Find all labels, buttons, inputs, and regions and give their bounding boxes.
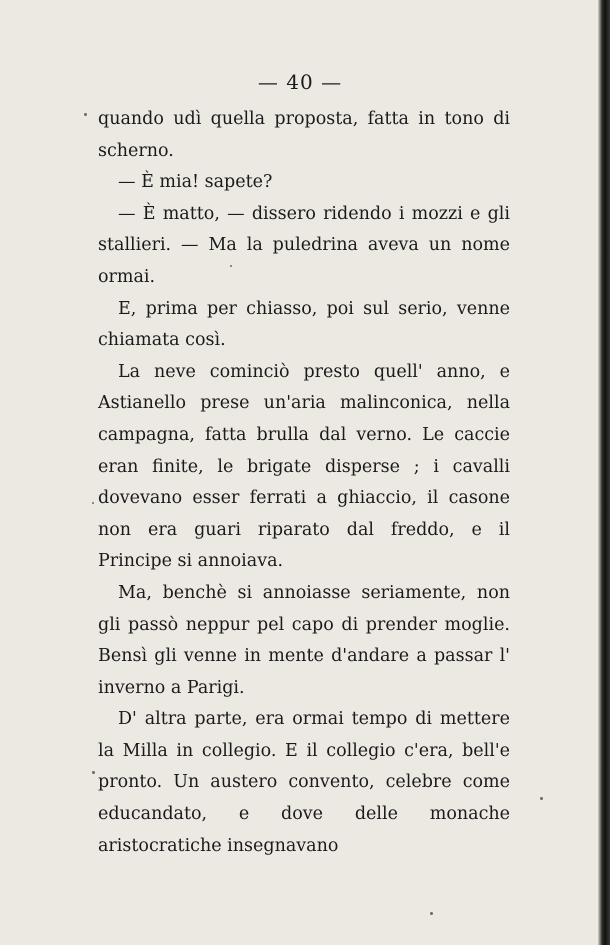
paragraph: La neve cominciò presto quell' anno, e Astianello prese un'aria malinconica, nella campagna, fatta brulla dal verno. Le caccie eran finite, le brigate disperse ; i cavalli dovevano esser ferrati a ghiaccio, il casone non era guari riparato dal freddo, e il Principe si annoiava. bbox=[98, 361, 510, 572]
paper-speck bbox=[84, 113, 87, 116]
paragraph-continuation: quando udì quella proposta, fatta in tono di scherno. bbox=[98, 109, 510, 161]
paragraph-dialogue-1: — È mia! sapete? bbox=[118, 172, 273, 193]
paragraph: Ma, benchè si annoiasse seriamente, non gli passò neppur pel capo di prender moglie. Bensì gli venne in mente d'andare a passar l' inverno a Parigi. bbox=[98, 582, 510, 698]
paper-speck bbox=[92, 502, 94, 504]
page-edge-shadow bbox=[598, 0, 610, 945]
paper-speck bbox=[430, 912, 433, 915]
paper-speck bbox=[92, 771, 95, 774]
page-text bbox=[98, 104, 510, 862]
paper-speck bbox=[540, 797, 543, 800]
paragraph: E, prima per chiasso, poi sul serio, venne chiamata così. bbox=[98, 298, 510, 351]
paper-speck bbox=[230, 265, 232, 267]
page-number: — 40 — bbox=[257, 70, 343, 94]
paragraph: D' altra parte, era ormai tempo di mettere la Milla in collegio. E il collegio c'era, bell'e pronto. Un austero convento, celebre come educandato, e dove delle monache aristocratiche insegnavano bbox=[98, 709, 510, 856]
paragraph-dialogue-2: — È matto, — dissero ridendo i mozzi e gli stallieri. — Ma la puledrina aveva un nome ormai. bbox=[98, 203, 510, 287]
